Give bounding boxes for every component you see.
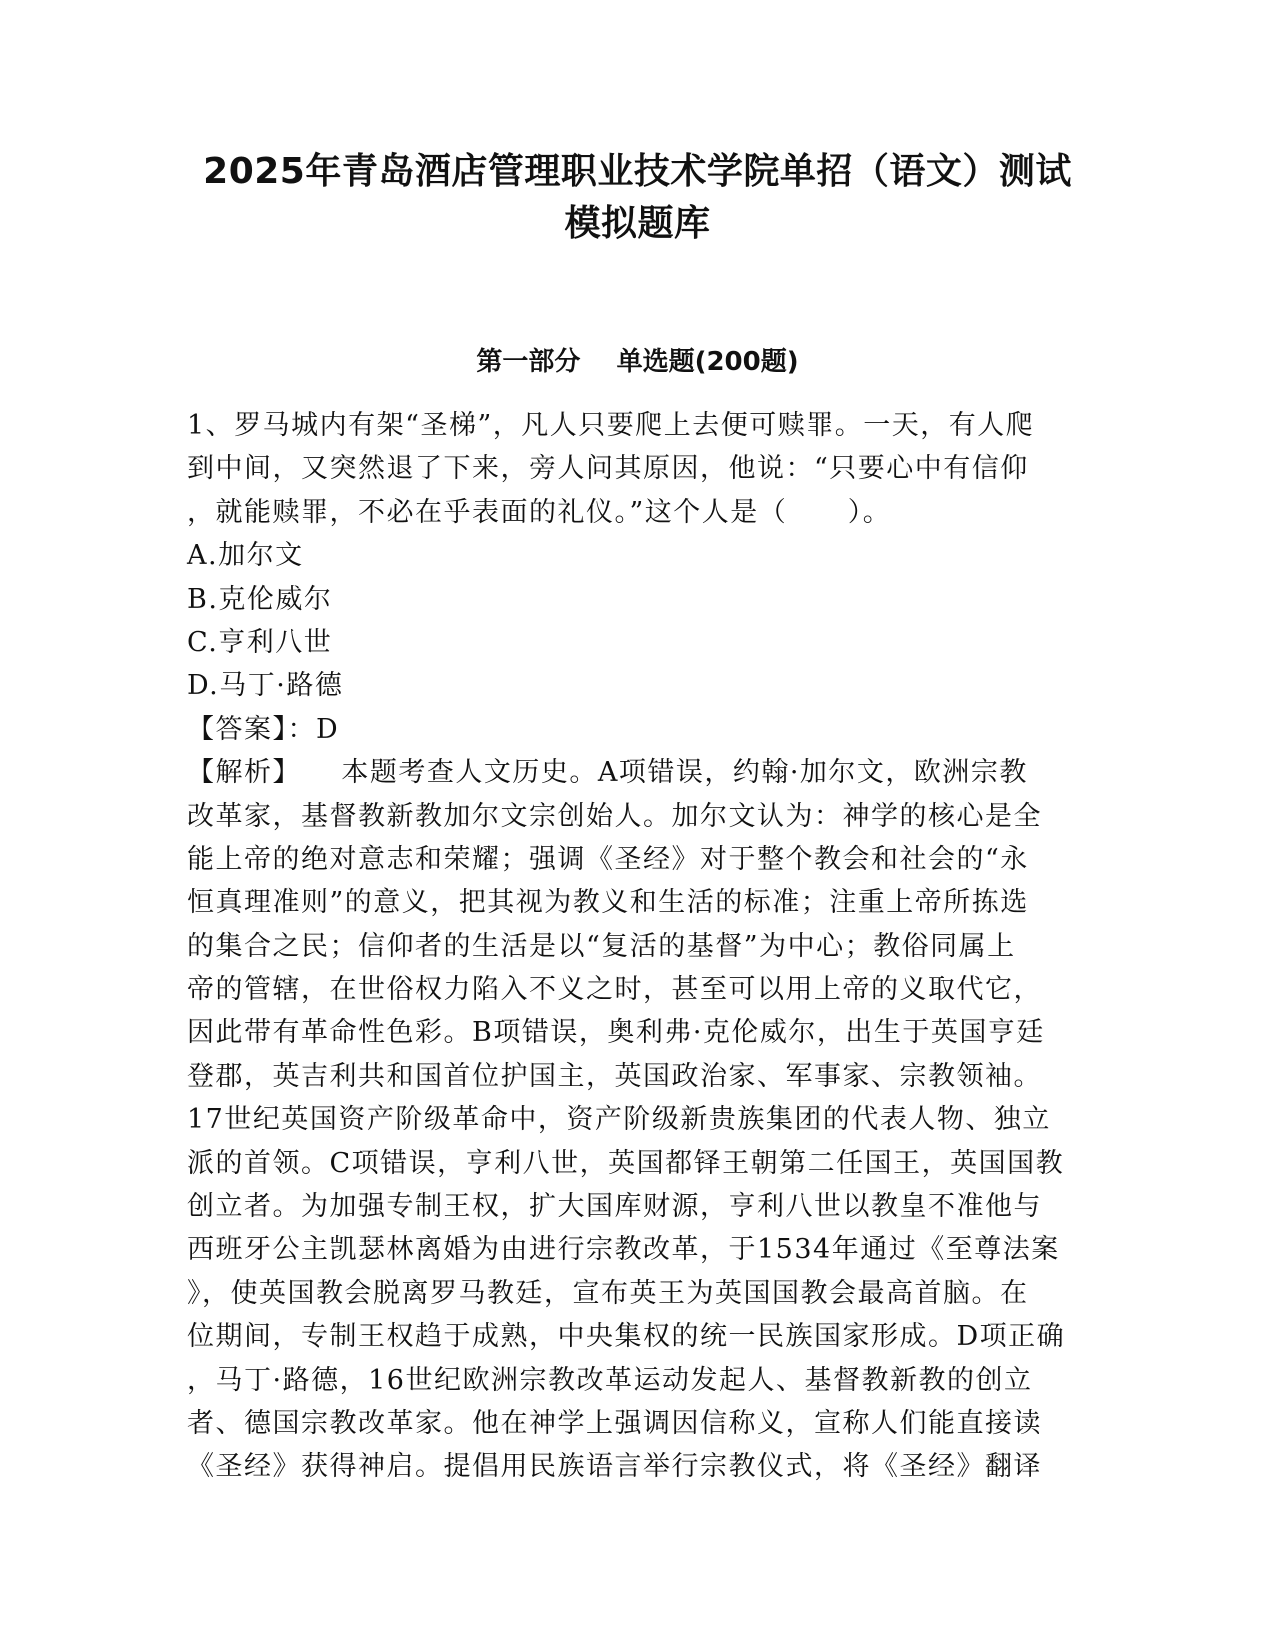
analysis-line: 创立者。为加强专制王权，扩大国库财源，亨利八世以教皇不准他与 bbox=[187, 1191, 1042, 1223]
option-a: A.加尔文 bbox=[187, 540, 304, 572]
question-block bbox=[187, 404, 1087, 1489]
analysis-line: 恒真理准则”的意义，把其视为教义和生活的标准；注重上帝所拣选 bbox=[187, 887, 1029, 919]
analysis-line: 位期间，专制王权趋于成熟，中央集权的统一民族国家形成。D项正确 bbox=[187, 1321, 1066, 1353]
question-stem-line: 1、罗马城内有架“圣梯”，凡人只要爬上去便可赎罪。一天，有人爬 bbox=[187, 410, 1035, 441]
answer-line: 【答案】：D bbox=[187, 713, 340, 745]
question-stem-line: ，就能赎罪，不必在乎表面的礼仪。”这个人是（ ）。 bbox=[187, 496, 892, 528]
analysis-line: 《圣经》获得神启。提倡用民族语言举行宗教仪式，将《圣经》翻译 bbox=[187, 1451, 1042, 1483]
analysis-line: 能上帝的绝对意志和荣耀；强调《圣经》对于整个教会和社会的“永 bbox=[187, 843, 1029, 875]
question-stem-line: 到中间，又突然退了下来，旁人问其原因，他说：“只要心中有信仰 bbox=[187, 453, 1029, 485]
analysis-line: 因此带有革命性色彩。B项错误，奥利弗·克伦威尔，出生于英国亨廷 bbox=[187, 1017, 1045, 1049]
analysis-line: 【解析】 本题考查人文历史。A项错误，约翰·加尔文，欧洲宗教 bbox=[187, 757, 1028, 789]
option-b: B.克伦威尔 bbox=[187, 583, 333, 615]
document-title bbox=[160, 146, 1115, 250]
analysis-line: 17世纪英国资产阶级革命中，资产阶级新贵族集团的代表人物、独立 bbox=[187, 1104, 1051, 1136]
option-c: C.亨利八世 bbox=[187, 626, 333, 658]
analysis-line: 登郡，英吉利共和国首位护国主，英国政治家、军事家、宗教领袖。 bbox=[187, 1060, 1042, 1092]
analysis-line: 帝的管辖，在世俗权力陷入不义之时，甚至可以用上帝的义取代它， bbox=[187, 974, 1042, 1006]
document-title-line-1: 2025年青岛酒店管理职业技术学院单招（语文）测试 bbox=[203, 151, 1072, 192]
section-heading: 第一部分 单选题(200题) bbox=[476, 347, 799, 377]
analysis-line: 派的首领。C项错误，亨利八世，英国都铎王朝第二任国王，英国国教 bbox=[187, 1147, 1065, 1179]
analysis-line: ，马丁·路德，16世纪欧洲宗教改革运动发起人、基督教新教的创立 bbox=[187, 1364, 1033, 1396]
analysis-line: 者、德国宗教改革家。他在神学上强调因信称义，宣称人们能直接读 bbox=[187, 1407, 1042, 1439]
analysis-line: 》，使英国教会脱离罗马教廷，宣布英王为英国国教会最高首脑。在 bbox=[187, 1277, 1029, 1309]
option-d: D.马丁·路德 bbox=[187, 670, 344, 702]
analysis-line: 的集合之民；信仰者的生活是以“复活的基督”为中心；教俗同属上 bbox=[187, 930, 1016, 962]
analysis-line: 改革家，基督教新教加尔文宗创始人。加尔文认为：神学的核心是全 bbox=[187, 800, 1042, 832]
analysis-line: 西班牙公主凯瑟林离婚为由进行宗教改革，于1534年通过《至尊法案 bbox=[187, 1234, 1060, 1266]
document-title-line-2: 模拟题库 bbox=[564, 203, 711, 244]
